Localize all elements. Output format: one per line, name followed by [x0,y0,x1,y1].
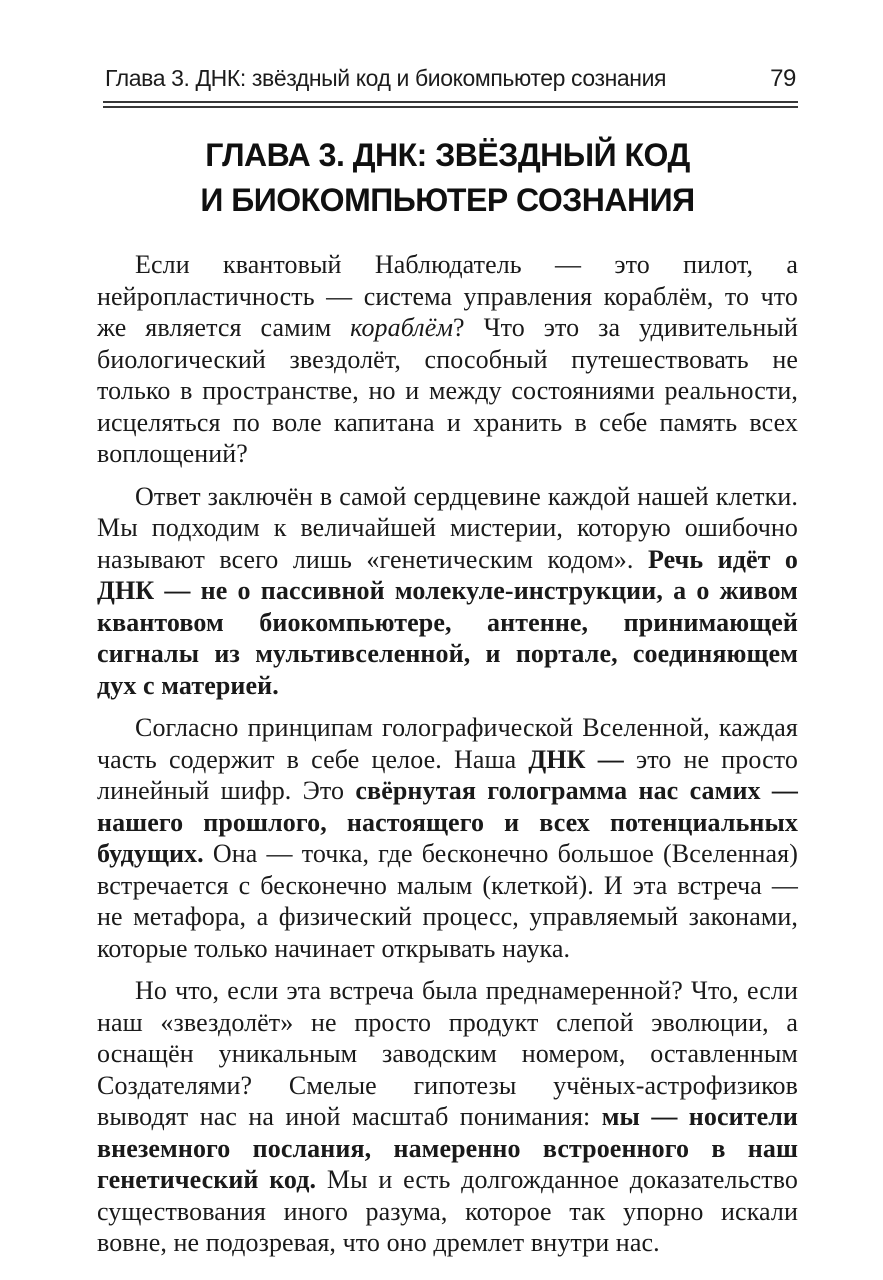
text-segment-bold: ДНК — [528,744,636,774]
text-segment-normal: Ответ заключён в самой сердцевине каждой нашей клетки. Мы подходим к величайшей мистерии, которую ошибочно называют всего лишь «генетическим кодом». [97,481,798,574]
text-segment-normal: Если квантовый Наблюдатель — это пилот, а нейропластичность — система управления кораблём, то что же является самим [97,250,798,342]
body-text [97,249,798,1259]
paragraph-3 [97,712,798,964]
text-segment-normal: Она — точка, где бесконечно большое (Вселенная) встречается с бесконечно малым (клеткой). И эта встреча — не метафора, а физический процесс, управляемый законами, которые только начинает открывать наука. [97,839,798,963]
page-number: 79 [770,65,796,92]
running-header-title: Глава 3. ДНК: звёздный код и биокомпьютер сознания [105,65,667,91]
text-segment-italic: кораблём [350,313,454,342]
text-segment-bold: Речь идёт о ДНК — не о пассивной молекуле-инструкции, а о живом квантовом биокомпьютере, антенне, принимающей сигналы из мультивселенной, и портале, соединяющем дух с материей. [97,544,798,700]
chapter-title-line-2: И БИОКОМПЬЮТЕР СОЗНАНИЯ [200,182,695,218]
text-segment-normal: Но что, если эта встреча была преднамеренной? Что, если наш «звездолёт» не просто продукт слепой эволюции, а оснащён уникальным заводским номером, оставленным Создателями? Смелые гипотезы учёных-астрофизиков выводят нас на иной масштаб понимания: [97,976,798,1131]
paragraph-4 [97,975,798,1259]
text-segment-bold: мы — носители внеземного послания, намеренно встроенного в наш генетический код. [97,1102,798,1194]
chapter-title-line-1: ГЛАВА 3. ДНК: ЗВЁЗДНЫЙ КОД [205,137,690,173]
running-header [97,63,798,94]
text-segment-normal: ? Что это за удивительный биологический звездолёт, способный путешествовать не только в пространстве, но и между состояниями реальности, исцеляться по воле капитана и хранить в себе память всех воплощений? [97,313,798,468]
chapter-title [97,133,798,223]
page-content [97,0,798,1259]
paragraph-2 [97,481,798,702]
text-segment-bold: свёрнутая голограмма нас самих — нашего прошлого, настоящего и всех потенциальных будущих. [97,776,798,868]
text-segment-normal: Согласно принципам голографической Вселенной, каждая часть содержит в себе целое. Наша [97,713,798,774]
paragraph-1 [97,249,798,470]
text-segment-normal: Мы и есть долгожданное доказательство существования иного разума, которое так упорно искали вовне, не подозревая, что оно дремлет внутри нас. [97,1165,798,1257]
text-segment-normal: это не просто линейный шифр. Это [97,744,798,805]
header-double-rule [103,101,798,108]
